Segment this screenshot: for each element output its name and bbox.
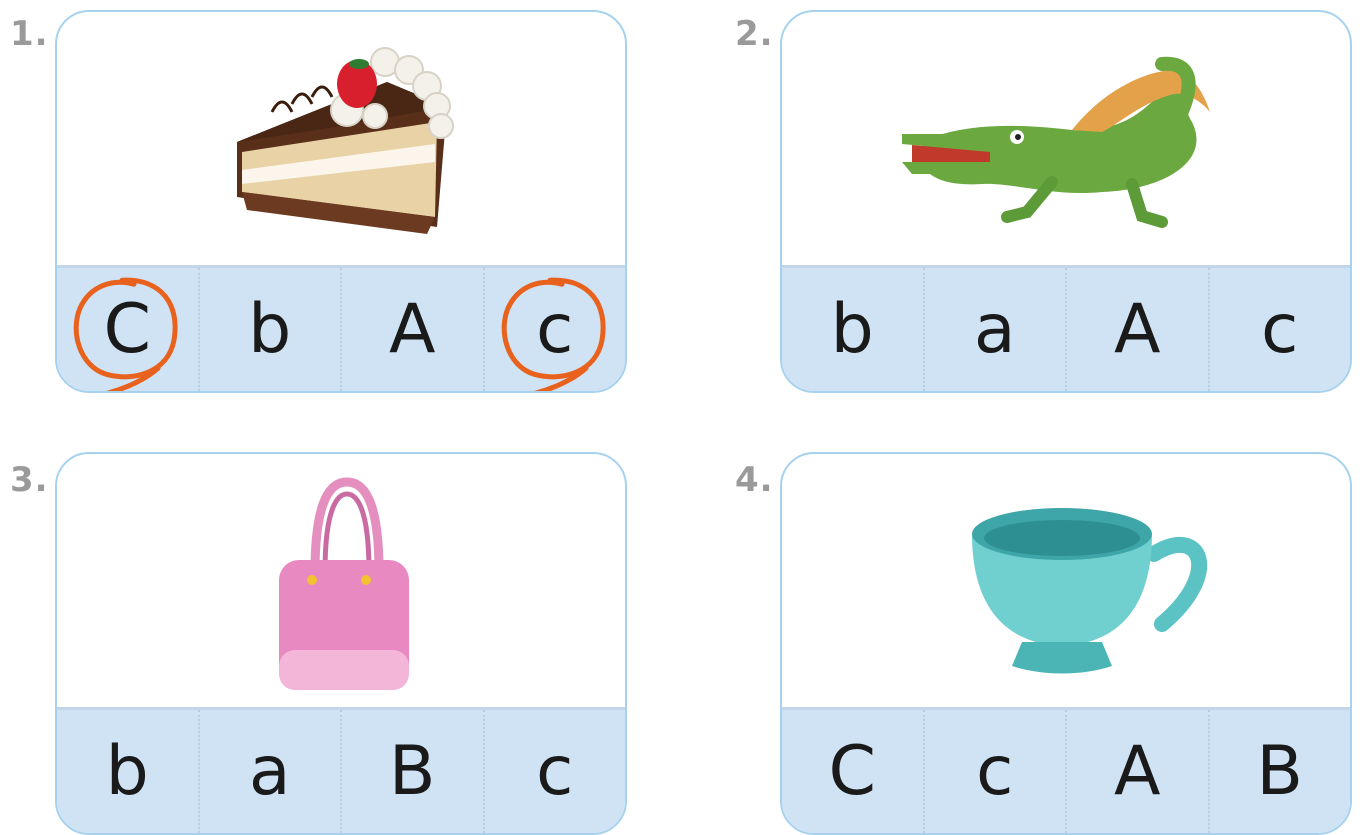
letter-option[interactable] xyxy=(483,268,626,391)
exercise-card-4 xyxy=(780,452,1352,835)
letter-option[interactable] xyxy=(57,268,198,391)
letter-text: C xyxy=(103,290,151,369)
crocodile-picture xyxy=(782,12,1350,270)
letter-text: c xyxy=(536,290,574,369)
letter-option[interactable] xyxy=(1208,268,1351,391)
letter-option[interactable] xyxy=(198,268,341,391)
letter-text: B xyxy=(1256,732,1304,811)
letter-text: b xyxy=(830,290,874,369)
letter-text: A xyxy=(1113,290,1161,369)
letter-option[interactable] xyxy=(340,710,483,833)
cake-slice-picture xyxy=(57,12,625,270)
letter-option[interactable] xyxy=(1208,710,1351,833)
exercise-number-1: 1. xyxy=(10,14,49,54)
letter-strip-4 xyxy=(782,707,1350,833)
letter-option[interactable] xyxy=(483,710,626,833)
letter-strip-2 xyxy=(782,265,1350,391)
letter-option[interactable] xyxy=(923,268,1066,391)
letter-text: b xyxy=(105,732,149,811)
teacup-picture xyxy=(782,454,1350,712)
exercise-number-2: 2. xyxy=(735,14,774,54)
letter-strip-1 xyxy=(57,265,625,391)
letter-option[interactable] xyxy=(1065,268,1208,391)
letter-option[interactable] xyxy=(198,710,341,833)
letter-strip-3 xyxy=(57,707,625,833)
letter-text: c xyxy=(536,732,574,811)
exercise-card-3 xyxy=(55,452,627,835)
handbag-picture xyxy=(57,454,625,712)
letter-option[interactable] xyxy=(1065,710,1208,833)
letter-option[interactable] xyxy=(923,710,1066,833)
exercise-number-4: 4. xyxy=(735,460,774,500)
exercise-number-3: 3. xyxy=(10,460,49,500)
letter-text: a xyxy=(973,290,1016,369)
letter-text: c xyxy=(976,732,1014,811)
letter-option[interactable] xyxy=(340,268,483,391)
exercise-card-1 xyxy=(55,10,627,393)
letter-text: C xyxy=(828,732,876,811)
letter-text: a xyxy=(248,732,291,811)
letter-text: b xyxy=(248,290,292,369)
letter-option[interactable] xyxy=(782,268,923,391)
letter-option[interactable] xyxy=(782,710,923,833)
letter-text: A xyxy=(388,290,436,369)
letter-text: c xyxy=(1261,290,1299,369)
letter-text: B xyxy=(388,732,436,811)
exercise-card-2 xyxy=(780,10,1352,393)
letter-option[interactable] xyxy=(57,710,198,833)
letter-text: A xyxy=(1113,732,1161,811)
